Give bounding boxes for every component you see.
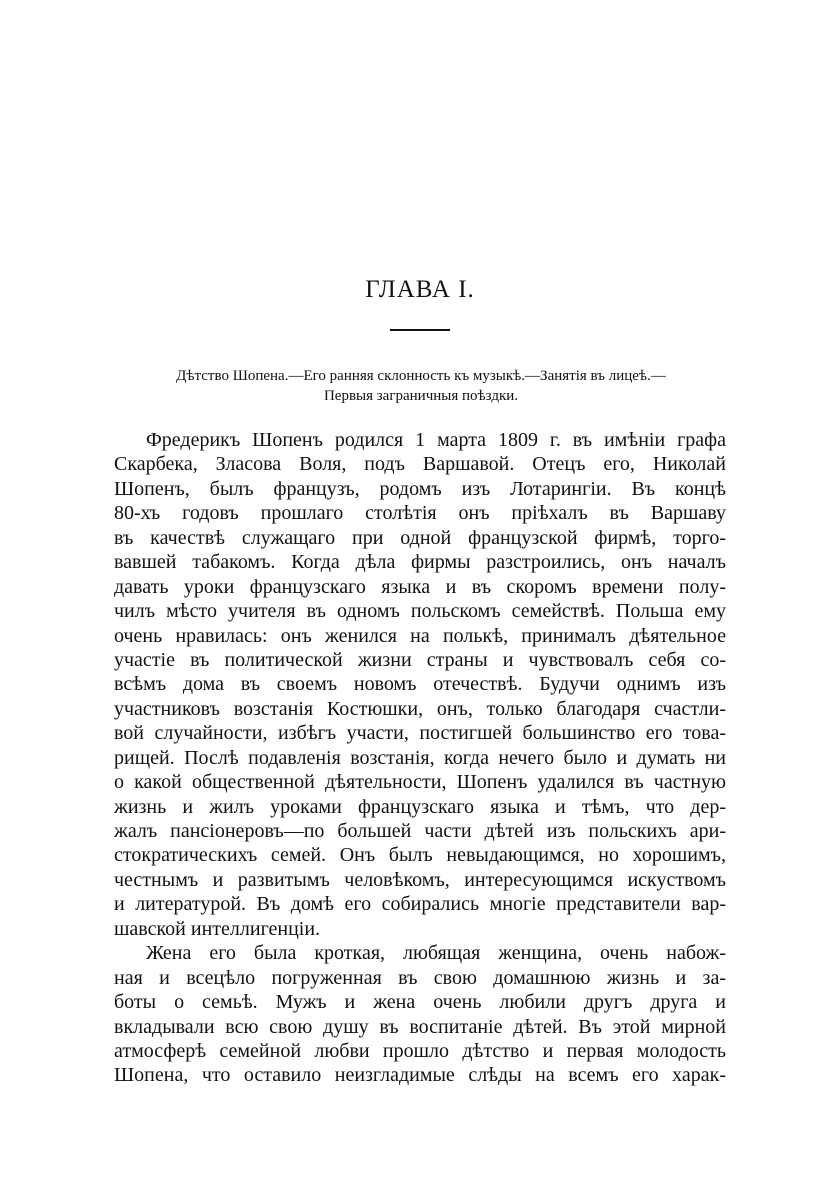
body-text [114,428,726,1088]
text-line: всѣмъ дома въ своемъ новомъ отечествѣ. Будучи однимъ изъ [114,673,726,696]
text-line: Фредерикъ Шопенъ родился 1 марта 1809 г. въ имѣніи графа [146,429,726,451]
text-line: жалъ пансіонеровъ—по большей части дѣтей изъ польскихъ ари- [114,820,726,842]
text-line: рищей. Послѣ подавленія возстанія, когда нечего было и думать ни [114,746,726,769]
text-line: ная и всецѣло погруженная въ свою домашнюю жизнь и за- [114,966,726,989]
text-line: Жена его была кроткая, любящая женщина, очень набож- [146,942,726,965]
text-line: о какой общественной дѣятельности, Шопенъ удалился въ частную [114,771,726,794]
text-line: атмосферѣ семейной любви прошло дѣтство и первая молодость [114,1039,726,1062]
text-line: участниковъ возстанія Костюшки, онъ, только благодаря счастли- [114,697,726,720]
text-line: очень нравилась: онъ женился на полькѣ, принималъ дѣятельное [114,624,726,647]
text-line: 80-хъ годовъ прошлаго столѣтія онъ пріѣхалъ въ Варшаву [114,502,726,525]
paragraph-1 [114,428,726,941]
paragraph-2 [114,941,726,1088]
chapter-summary [116,366,726,406]
text-line: Шопена, что оставило неизгладимые слѣды на всемъ его харак- [114,1064,726,1087]
summary-line: Первыя заграничныя поѣздки. [323,388,519,404]
text-line: жизнь и жилъ уроками французскаго языка и тѣмъ, что дер- [114,795,726,818]
text-line: Шопенъ, былъ французъ, родомъ изъ Лотарингіи. Въ концѣ [114,477,726,500]
chapter-title: ГЛАВА I. [365,276,475,303]
text-line: давать уроки французскаго языка и въ скоромъ времени полу- [114,575,726,598]
text-line: участіе въ политической жизни страны и чувствовалъ себя со- [114,648,726,671]
text-line: вой случайности, избѣгъ участи, постигшей большинство его това- [114,722,726,745]
text-line: въ качествѣ служащаго при одной французской фирмѣ, торго- [114,526,726,549]
title-divider [390,329,450,331]
summary-line: Дѣтство Шопена.—Его ранняя склонность къ музыкѣ.—Занятія въ лицеѣ.— [176,368,666,384]
text-line: боты о семьѣ. Мужъ и жена очень любили другъ друга и [114,991,726,1014]
text-line: стократическихъ семей. Онъ былъ невыдающимся, но хорошимъ, [114,844,726,867]
text-line: шавской интеллигенціи. [114,917,321,940]
text-line: чилъ мѣсто учителя въ одномъ польскомъ семействѣ. Польша ему [114,600,726,623]
text-line: честнымъ и развитымъ человѣкомъ, интересующимся искуствомъ [114,868,726,891]
text-line: вавшей табакомъ. Когда дѣла фирмы разстроились, онъ началъ [114,551,726,574]
text-line: вкладывали всю свою душу въ воспитаніе дѣтей. Въ этой мирной [114,1015,726,1038]
text-line: и литературой. Въ домѣ его собирались многіе представители вар- [114,893,726,916]
text-line: Скарбека, Зласова Воля, подъ Варшавой. Отецъ его, Николай [114,453,726,476]
